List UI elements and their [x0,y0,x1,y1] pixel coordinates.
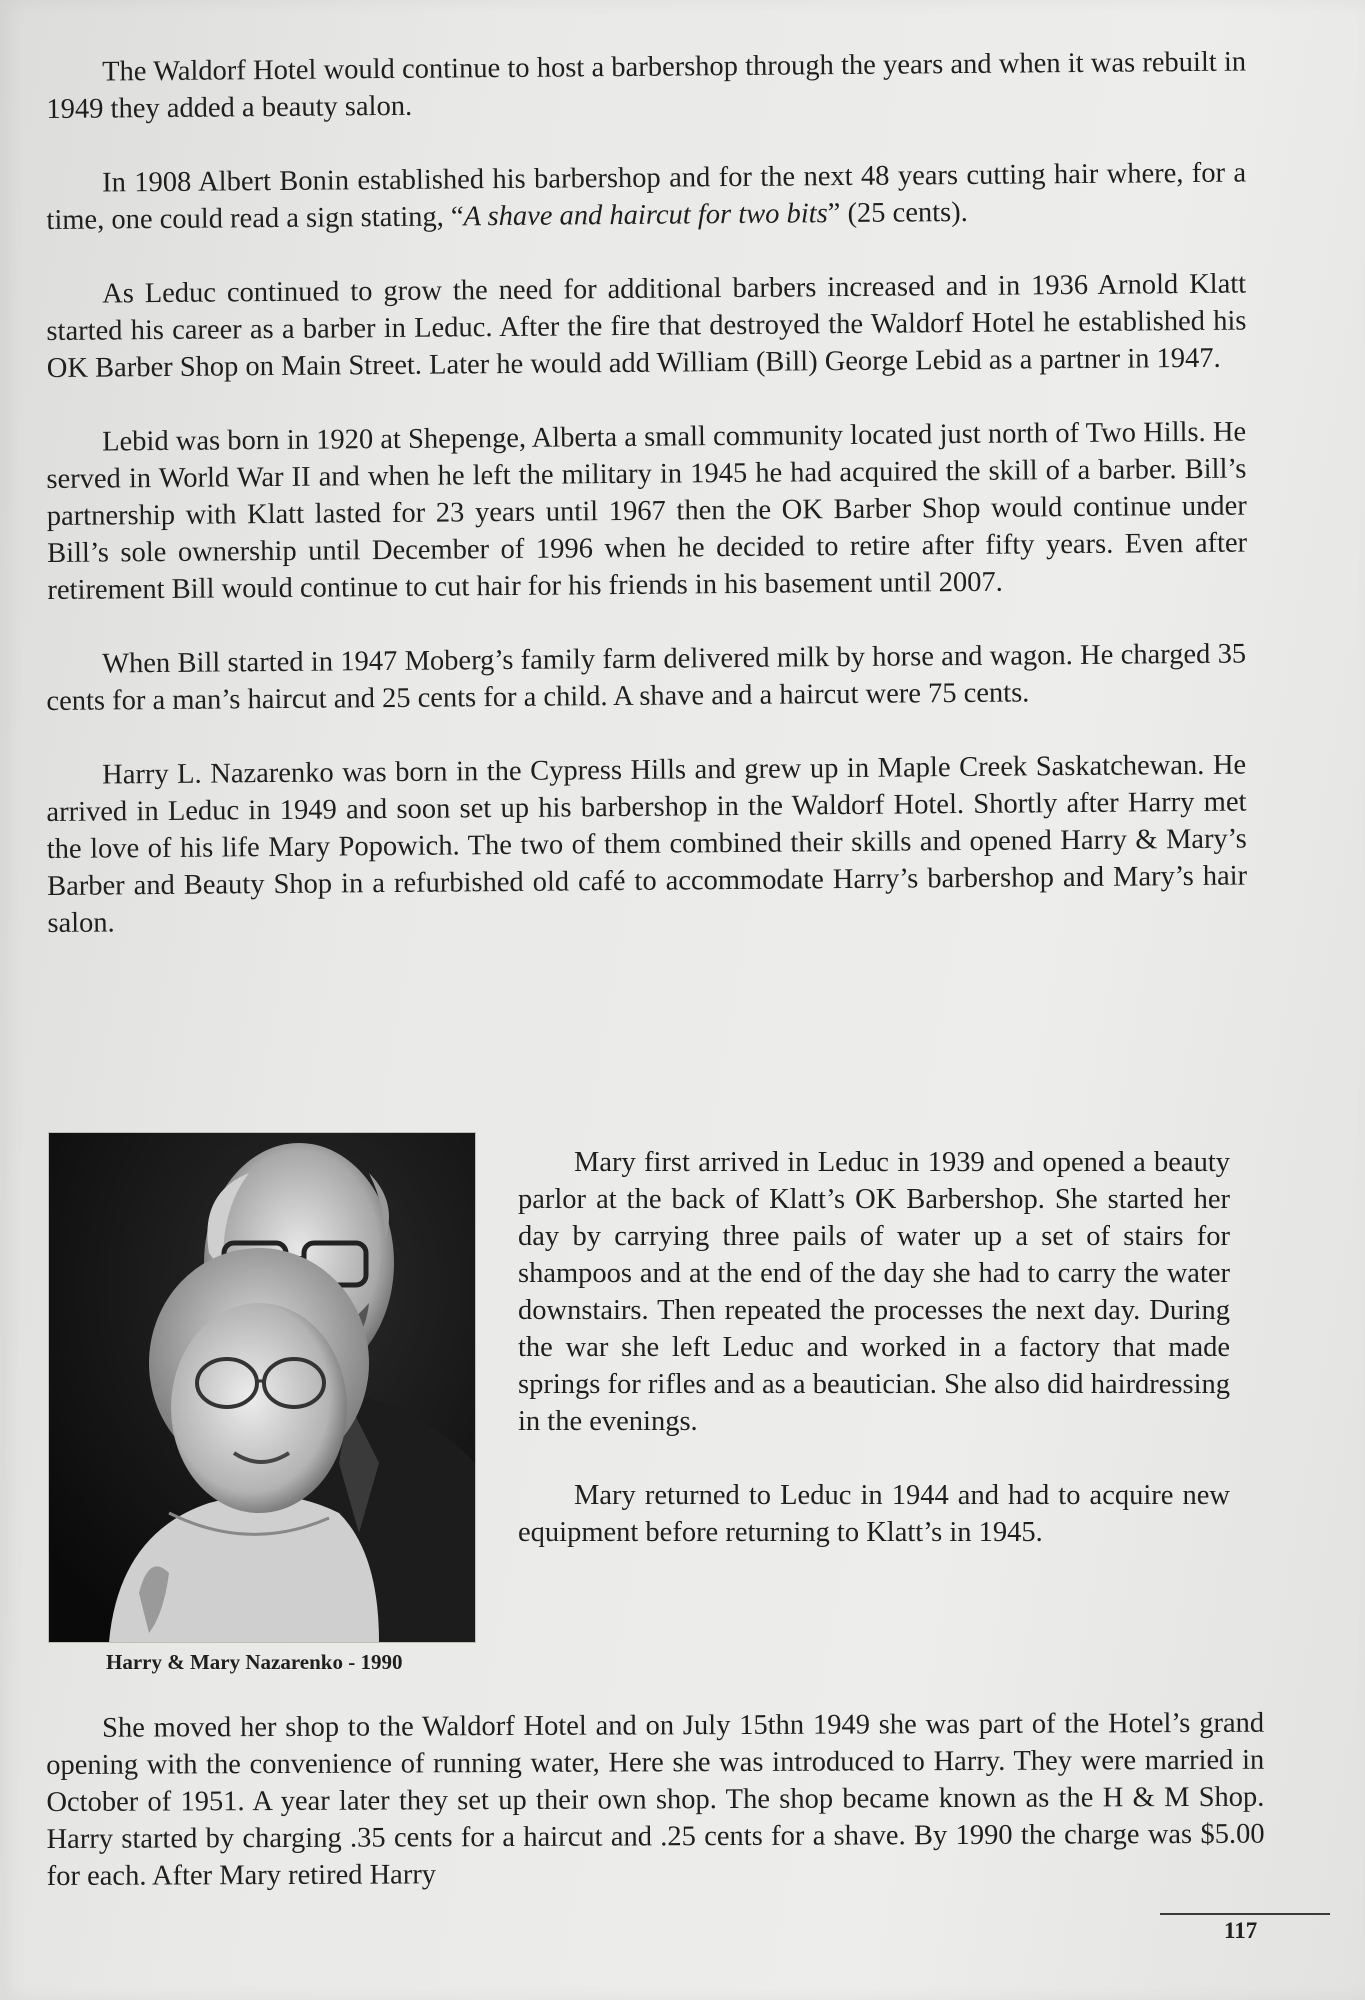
paragraph-text: Mary returned to Leduc in 1944 and had to acquire new equipment before returning to Klatt’s in 1945. [518,1480,1230,1548]
paragraph-text: Harry L. Nazarenko was born in the Cypress Hills and grew up in Maple Creek Saskatchewan. He arrived in Leduc in 1949 and soon set up his barbershop in the Waldorf Hotel. Shortly after Harry met the love of his life Mary Popowich. The two of them combined their skills and opened Harry & Mary’s Barber and Beauty Shop in a refurbished old café to accommodate Harry’s barbershop and Mary’s hair salon. [46,749,1248,939]
side-text-block [518,1144,1230,1588]
paragraph-text: When Bill started in 1947 Moberg’s family farm delivered milk by horse and wagon. He charged 35 cents for a man’s haircut and 25 cents for a child. A shave and a haircut were 75 cents. [46,638,1247,717]
paragraph-lebid [46,414,1248,609]
couple-photo-image [49,1133,475,1642]
paragraph-mary-first-arrived [518,1144,1230,1440]
paragraph-waldorf-barbershop [46,44,1247,128]
main-text-block [46,46,1248,979]
bottom-text-block [46,1707,1265,1932]
paragraph-waldorf-grand-opening [46,1705,1265,1895]
paragraph-text: Lebid was born in 1920 at Shepenge, Alberta a small community located just north of Two Hills. He served in World War II and when he left the military in 1945 he had acquired the skill of a barber. Bill’s partnership with Klatt lasted for 23 years until 1967 then the OK Barber Shop would continue under Bill’s sole ownership until December of 1996 when he decided to retire after fifty years. Even after retirement Bill would continue to cut hair for his friends in his basement until 2007. [46,416,1248,606]
photo-harry-mary [48,1132,476,1643]
photo-caption: Harry & Mary Nazarenko - 1990 [106,1650,403,1674]
paragraph-arnold-klatt [46,266,1247,387]
photo-figure [48,1132,476,1675]
paragraph-text: She moved her shop to the Waldorf Hotel and on July 15thn 1949 she was part of the Hotel’s grand opening with the convenience of running water, Here she was introduced to Harry. They were married in October of 1951. A year later they set up their own shop. The shop became known as the H & M Shop. Harry started by charging .35 cents for a haircut and .25 cents for a shave. By 1990 the charge was $5.00 for each. After Mary retired Harry [46,1707,1265,1892]
sign-quote: A shave and haircut for two bits [463,198,828,233]
paragraph-mary-returned [518,1477,1230,1551]
footer-rule [1160,1913,1330,1915]
paragraph-text: Mary first arrived in Leduc in 1939 and opened a beauty parlor at the back of Klatt’s OK Barbershop. She started her day by carrying three pails of water up a set of stairs for shampoos and at the end of the day she had to carry the water downstairs. Then repeated the processes the next day. During the war she left Leduc and worked in a factory that made springs for rifles and as a beautician. She also did hairdressing in the evenings. [518,1147,1230,1437]
paragraph-text: The Waldorf Hotel would continue to host a barbershop through the years and when it was rebuilt in 1949 they added a beauty salon. [46,46,1247,125]
paragraph-harry-nazarenko [46,747,1248,942]
page-number: 117 [1224,1918,1258,1943]
paragraph-bill-prices [46,636,1247,720]
paragraph-text: In 1908 Albert Bonin established his barbershop and for the next 48 years cutting hair where, for a time, one could read a sign stating, “ [46,157,1247,236]
paragraph-text: ” (25 cents). [827,196,968,230]
paragraph-albert-bonin [46,155,1247,239]
paragraph-text: As Leduc continued to grow the need for additional barbers increased and in 1936 Arnold Klatt started his career as a barber in Leduc. After the fire that destroyed the Waldorf Hotel he established his OK Barber Shop on Main Street. Later he would add William (Bill) George Lebid as a partner in 1947. [46,268,1247,384]
